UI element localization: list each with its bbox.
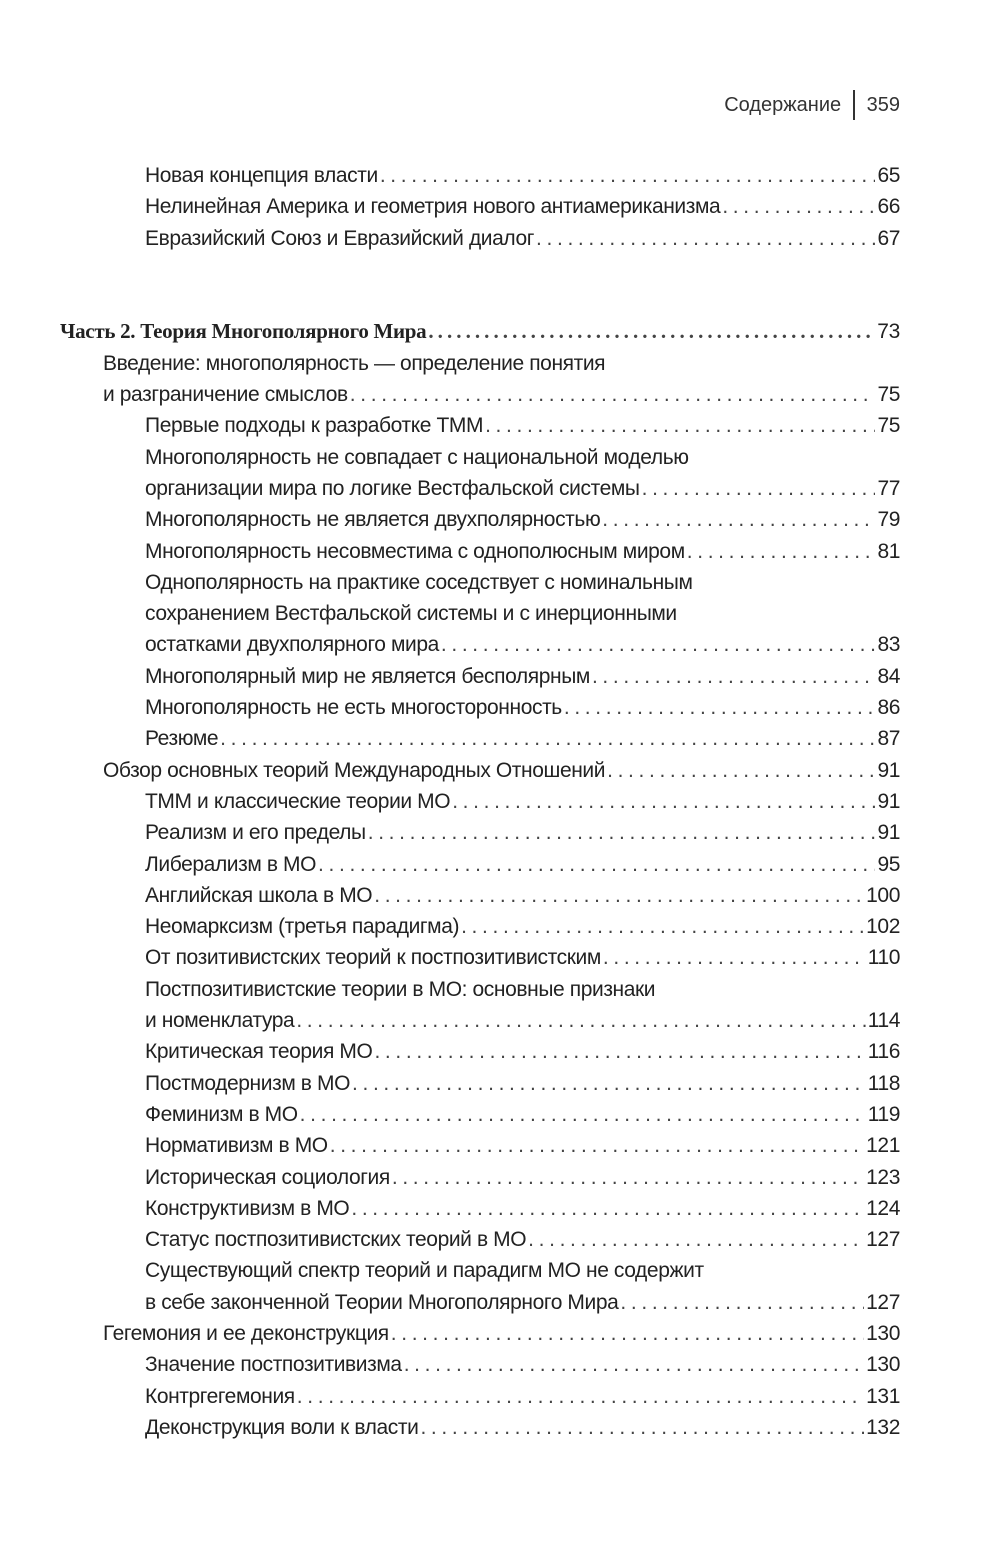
toc-entry-title: Многополярность не совпадает с национальной моделью — [145, 445, 689, 469]
toc-entry-title: От позитивистских теорий к постпозитивистским — [145, 946, 601, 970]
toc-entry[interactable] — [60, 1412, 900, 1443]
toc-entry-line — [60, 755, 900, 786]
toc-entry[interactable] — [60, 348, 900, 411]
toc-entry-title: Контргегемония — [145, 1384, 295, 1408]
dot-leader — [603, 942, 866, 973]
toc-entry[interactable] — [60, 1224, 900, 1255]
toc-page-number: 100 — [866, 883, 900, 907]
toc-page-number: 124 — [866, 1196, 900, 1220]
toc-entry[interactable] — [60, 536, 900, 567]
toc-page-number: 73 — [877, 320, 900, 344]
toc-page-number: 84 — [877, 664, 900, 688]
toc-entry-title: и номенклатура — [145, 1009, 295, 1033]
toc-entry-line — [60, 379, 900, 410]
toc-entry-title: Новая концепция власти — [145, 164, 378, 187]
dot-leader — [297, 1381, 864, 1412]
toc-entry-title: Нормативизм в МО — [145, 1134, 328, 1158]
toc-entry-title: Неомарксизм (третья парадигма) — [145, 915, 460, 939]
running-header-title: Содержание — [724, 93, 842, 116]
toc-page-number: 119 — [867, 1102, 900, 1126]
dot-leader — [420, 1412, 864, 1443]
toc-entry-title: сохранением Вестфальской системы и с инерционными — [145, 602, 677, 626]
toc-entry[interactable] — [60, 1381, 900, 1412]
toc-entry-title: Деконструкция воли к власти — [145, 1415, 419, 1439]
page-number: 359 — [866, 93, 900, 116]
toc-entry-line — [60, 1412, 900, 1443]
toc-entry-line — [60, 629, 900, 660]
toc-entry[interactable] — [60, 1099, 900, 1130]
toc-entry-line — [60, 661, 900, 692]
toc-page-number: 127 — [866, 1228, 900, 1252]
dot-leader — [607, 755, 875, 786]
toc-entry-title: Резюме — [145, 727, 219, 751]
toc-page-number: 83 — [877, 633, 900, 657]
toc-entry-title: Английская школа в МО — [145, 883, 373, 907]
toc-entry-line — [60, 160, 900, 191]
toc-page-number: 116 — [867, 1040, 900, 1064]
dot-leader — [461, 911, 864, 942]
toc-page-number: 87 — [877, 727, 900, 751]
toc-entry-title: Обзор основных теорий Международных Отношений — [103, 758, 606, 782]
toc-entry-line — [60, 1255, 900, 1286]
toc-page-number: 75 — [877, 383, 900, 407]
toc-entry-title: Постмодернизм в МО — [145, 1071, 351, 1095]
toc-entry-title: Существующий спектр теорий и парадигм МО не содержит — [145, 1259, 704, 1283]
toc-entry[interactable] — [60, 567, 900, 661]
dot-leader — [350, 379, 876, 410]
toc-entry-line — [60, 1287, 900, 1318]
dot-leader — [391, 1318, 864, 1349]
toc-page-number: 130 — [866, 1321, 900, 1345]
toc-page-number: 91 — [877, 789, 900, 813]
toc-entry-title: Многополярность не является двухполярностью — [145, 508, 601, 532]
toc-entry-line — [60, 1193, 900, 1224]
toc-entry-title: Конструктивизм в МО — [145, 1196, 350, 1220]
toc-entry-title: Нелинейная Америка и геометрия нового антиамериканизма — [145, 195, 721, 219]
toc-entry-line — [60, 974, 900, 1005]
toc-entry[interactable] — [60, 755, 900, 786]
dot-leader — [722, 191, 875, 222]
dot-leader — [351, 1193, 864, 1224]
dot-leader — [592, 661, 876, 692]
toc-page-number: 102 — [866, 915, 900, 939]
toc-entry-line — [60, 598, 900, 629]
dot-leader — [374, 1036, 865, 1067]
toc-entry-title: Многополярный мир не является бесполярным — [145, 664, 590, 688]
toc-entry[interactable] — [60, 1193, 900, 1224]
toc-page-number: 67 — [877, 226, 900, 250]
toc-entry[interactable] — [60, 160, 900, 191]
toc-page-number: 95 — [877, 852, 900, 876]
toc-entry-line — [60, 817, 900, 848]
toc-part-heading[interactable] — [60, 316, 900, 347]
toc-entry-title: Феминизм в МО — [145, 1102, 298, 1126]
toc-entry-title: Введение: многополярность — определение понятия — [103, 351, 606, 375]
dot-leader — [330, 1130, 864, 1161]
dot-leader — [441, 629, 876, 660]
toc-page-number: 123 — [866, 1165, 900, 1189]
toc-page-number: 77 — [877, 476, 900, 500]
dot-leader — [452, 786, 875, 817]
toc-entry-line — [60, 1162, 900, 1193]
dot-leader — [687, 536, 876, 567]
toc-entry[interactable] — [60, 1318, 900, 1349]
toc-entry-title: организации мира по логике Вестфальской системы — [145, 476, 640, 500]
toc-entry-line — [60, 1005, 900, 1036]
dot-leader — [352, 1068, 866, 1099]
toc-entry-title: Постпозитивистские теории в МО: основные признаки — [145, 977, 656, 1001]
toc-entry-title: Многополярность несовместима с однополюсным миром — [145, 539, 685, 563]
toc-page-number: 121 — [866, 1134, 900, 1158]
toc-entry-line — [60, 1068, 900, 1099]
toc-entry-line — [60, 442, 900, 473]
toc-entry-line — [60, 1099, 900, 1130]
dot-leader — [602, 504, 875, 535]
toc-entry-line — [60, 1349, 900, 1380]
toc-entry-line — [60, 942, 900, 973]
toc-entry[interactable] — [60, 974, 900, 1037]
toc-page-number: 118 — [867, 1071, 900, 1095]
toc-entry[interactable] — [60, 942, 900, 973]
toc-page-number: 132 — [866, 1415, 900, 1439]
toc-entry-line — [60, 911, 900, 942]
toc-entry[interactable] — [60, 1036, 900, 1067]
dot-leader — [564, 692, 876, 723]
toc-entry-title: Многополярность не есть многосторонность — [145, 696, 562, 720]
toc-entry-title: Историческая социология — [145, 1165, 390, 1189]
toc-entry-title: Первые подходы к разработке ТММ — [145, 414, 484, 438]
toc-page-number: 127 — [866, 1290, 900, 1314]
toc-entry[interactable] — [60, 817, 900, 848]
dot-leader — [404, 1349, 864, 1380]
toc-page-number: 81 — [877, 539, 900, 563]
running-header — [724, 90, 900, 120]
toc-entry-line — [60, 880, 900, 911]
dot-leader — [300, 1099, 866, 1130]
toc-entry-title: остатками двухполярного мира — [145, 633, 439, 657]
header-divider — [853, 90, 855, 120]
toc-entry-line — [60, 849, 900, 880]
toc-entry[interactable] — [60, 1130, 900, 1161]
toc-entry[interactable] — [60, 723, 900, 754]
dot-leader — [380, 160, 876, 191]
toc-entry[interactable] — [60, 849, 900, 880]
toc-entry-line — [60, 410, 900, 441]
toc-page-number: 110 — [867, 946, 900, 970]
toc-entry-line — [60, 536, 900, 567]
toc-page-number: 131 — [866, 1384, 900, 1408]
dot-leader — [368, 817, 876, 848]
toc-entry[interactable] — [60, 504, 900, 535]
toc-entry-line — [60, 1381, 900, 1412]
toc-entry-title: в себе законченной Теории Многополярного Мира — [145, 1290, 619, 1314]
toc-entry-line — [60, 223, 900, 254]
toc-entry-title: Статус постпозитивистских теорий в МО — [145, 1228, 527, 1252]
toc-entry[interactable] — [60, 786, 900, 817]
toc-entry-title: Значение постпозитивизма — [145, 1353, 402, 1377]
toc-entry-line — [60, 786, 900, 817]
dot-leader — [392, 1162, 864, 1193]
toc-entry[interactable] — [60, 191, 900, 222]
toc-entry[interactable] — [60, 692, 900, 723]
toc-entry-line — [60, 316, 900, 347]
toc-entry[interactable] — [60, 1255, 900, 1318]
dot-leader — [642, 473, 876, 504]
toc-entry[interactable] — [60, 661, 900, 692]
toc-entry-line — [60, 1224, 900, 1255]
toc-entry-line — [60, 723, 900, 754]
toc-entry-line — [60, 1318, 900, 1349]
toc-page-number: 65 — [877, 164, 900, 187]
toc-entry-line — [60, 567, 900, 598]
toc-entry-title: Однополярность на практике соседствует с номинальным — [145, 570, 693, 594]
toc-page-number: 75 — [877, 414, 900, 438]
toc-entry[interactable] — [60, 442, 900, 505]
dot-leader — [220, 723, 875, 754]
toc-page-number: 79 — [877, 508, 900, 532]
toc-page-number: 91 — [877, 821, 900, 845]
toc-entry-line — [60, 692, 900, 723]
toc-page-number: 91 — [877, 758, 900, 782]
dot-leader — [620, 1287, 864, 1318]
toc-entry[interactable] — [60, 911, 900, 942]
dot-leader — [318, 849, 875, 880]
toc-page-number: 130 — [866, 1353, 900, 1377]
toc-page-number: 86 — [877, 696, 900, 720]
toc-entry-title: Реализм и его пределы — [145, 821, 366, 845]
toc-entry[interactable] — [60, 223, 900, 254]
dot-leader — [374, 880, 864, 911]
dot-leader — [428, 316, 875, 347]
table-of-contents — [60, 160, 900, 1443]
toc-entry-title: Евразийский Союз и Евразийский диалог — [145, 226, 535, 250]
toc-entry[interactable] — [60, 880, 900, 911]
toc-entry-line — [60, 1130, 900, 1161]
dot-leader — [536, 223, 875, 254]
toc-page-number: 66 — [877, 195, 900, 219]
toc-entry-title: и разграничение смыслов — [103, 383, 348, 407]
toc-page-number: 114 — [867, 1009, 900, 1033]
toc-entry-line — [60, 504, 900, 535]
toc-entry-title: Гегемония и ее деконструкция — [103, 1321, 389, 1345]
toc-entry-line — [60, 473, 900, 504]
toc-entry-title: ТММ и классические теории МО — [145, 789, 451, 813]
toc-entry-title: Либерализм в МО — [145, 852, 317, 876]
toc-entry[interactable] — [60, 1349, 900, 1380]
toc-entry[interactable] — [60, 1162, 900, 1193]
toc-entry-line — [60, 191, 900, 222]
toc-entry[interactable] — [60, 410, 900, 441]
toc-entry[interactable] — [60, 1068, 900, 1099]
dot-leader — [528, 1224, 864, 1255]
dot-leader — [296, 1005, 865, 1036]
toc-entry-title: Часть 2. Теория Многополярного Мира — [60, 319, 427, 344]
toc-entry-line — [60, 348, 900, 379]
toc-entry-title: Критическая теория МО — [145, 1040, 373, 1064]
dot-leader — [485, 410, 875, 441]
toc-entry-line — [60, 1036, 900, 1067]
